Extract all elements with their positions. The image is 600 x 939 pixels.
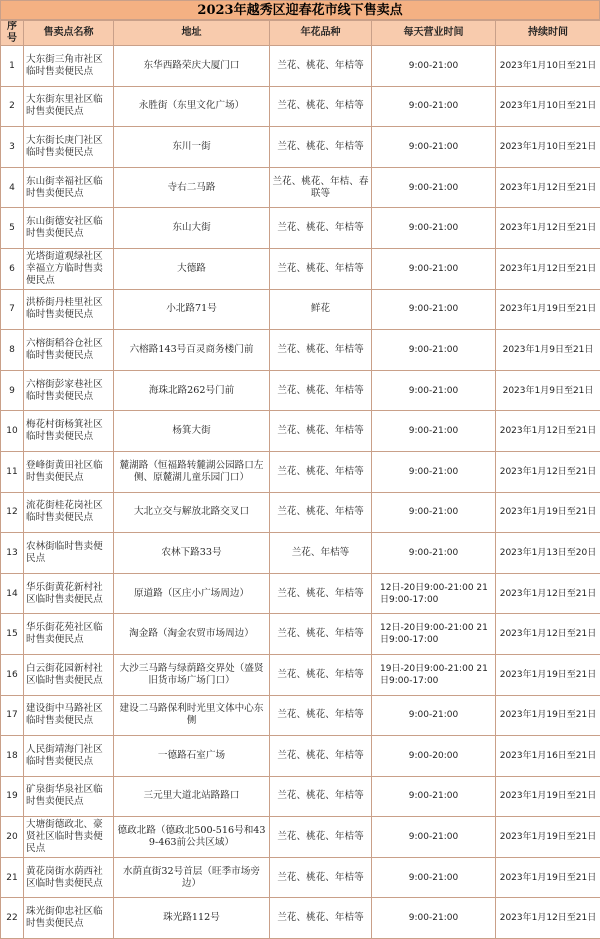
column-header-index: 序号: [1, 21, 24, 46]
column-header-flower-types: 年花品种: [270, 21, 372, 46]
table-row: [1, 411, 600, 452]
table-row: [1, 492, 600, 533]
cell-hours: 9:00-21:00: [372, 370, 496, 411]
table-row: [1, 533, 600, 574]
cell-name: 华乐街花苑社区临时售卖便民点: [24, 614, 114, 655]
cell-duration: 2023年1月19日至21日: [496, 492, 600, 533]
table-row: [1, 614, 600, 655]
cell-flower-types: 兰花、桃花、年桔等: [270, 857, 372, 898]
cell-index: 18: [1, 736, 24, 777]
cell-index: 4: [1, 167, 24, 208]
cell-hours: 9:00-21:00: [372, 289, 496, 330]
cell-flower-types: 兰花、桃花、年桔等: [270, 573, 372, 614]
cell-name: 六榕街彭家巷社区临时售卖便民点: [24, 370, 114, 411]
cell-name: 梅花村街杨箕社区临时售卖便民点: [24, 411, 114, 452]
cell-address: 淘金路（淘金农贸市场周边）: [114, 614, 270, 655]
cell-name: 流花街桂花岗社区临时售卖便民点: [24, 492, 114, 533]
sheet-title: 2023年越秀区迎春花市线下售卖点: [0, 0, 600, 20]
cell-name: 东山街幸福社区临时售卖便民点: [24, 167, 114, 208]
table-row: [1, 127, 600, 168]
cell-duration: 2023年1月19日至21日: [496, 817, 600, 858]
cell-hours: 9:00-21:00: [372, 776, 496, 817]
cell-duration: 2023年1月19日至21日: [496, 857, 600, 898]
cell-index: 17: [1, 695, 24, 736]
table-row: [1, 817, 600, 858]
cell-duration: 2023年1月19日至21日: [496, 654, 600, 695]
cell-duration: 2023年1月12日至21日: [496, 248, 600, 289]
cell-address: 三元里大道北站路路口: [114, 776, 270, 817]
sales-points-table: [0, 20, 600, 939]
cell-duration: 2023年1月12日至21日: [496, 167, 600, 208]
cell-duration: 2023年1月12日至21日: [496, 208, 600, 249]
cell-address: 东华西路荣庆大厦门口: [114, 46, 270, 87]
cell-duration: 2023年1月13日至20日: [496, 533, 600, 574]
cell-address: 农林下路33号: [114, 533, 270, 574]
table-row: [1, 776, 600, 817]
cell-address: 杨箕大街: [114, 411, 270, 452]
cell-index: 22: [1, 898, 24, 939]
cell-address: 建设二马路保利时光里文体中心东侧: [114, 695, 270, 736]
table-row: [1, 736, 600, 777]
table-row: [1, 330, 600, 371]
cell-flower-types: 兰花、桃花、年桔等: [270, 817, 372, 858]
cell-flower-types: 兰花、桃花、年桔等: [270, 614, 372, 655]
cell-flower-types: 兰花、桃花、年桔等: [270, 898, 372, 939]
cell-index: 10: [1, 411, 24, 452]
cell-duration: 2023年1月12日至21日: [496, 451, 600, 492]
cell-index: 15: [1, 614, 24, 655]
cell-hours: 12日-20日9:00-21:00 21日9:00-17:00: [372, 614, 496, 655]
cell-index: 2: [1, 86, 24, 127]
cell-hours: 9:00-21:00: [372, 451, 496, 492]
table-row: [1, 289, 600, 330]
cell-name: 华乐街黄花新村社区临时售卖便民点: [24, 573, 114, 614]
cell-index: 21: [1, 857, 24, 898]
cell-duration: 2023年1月12日至21日: [496, 411, 600, 452]
cell-address: 珠光路112号: [114, 898, 270, 939]
cell-name: 登峰街黄田社区临时售卖便民点: [24, 451, 114, 492]
table-row: [1, 248, 600, 289]
cell-name: 人民街靖海门社区临时售卖便民点: [24, 736, 114, 777]
table-row: [1, 208, 600, 249]
table-row: [1, 370, 600, 411]
cell-address: 大德路: [114, 248, 270, 289]
cell-address: 大北立交与解放北路交叉口: [114, 492, 270, 533]
table-row: [1, 573, 600, 614]
cell-flower-types: 兰花、年桔等: [270, 533, 372, 574]
cell-address: 德政北路（德政北500-516号和439-463前公共区域）: [114, 817, 270, 858]
table-header-row: [1, 21, 600, 46]
cell-index: 7: [1, 289, 24, 330]
cell-name: 建设街中马路社区临时售卖便民点: [24, 695, 114, 736]
cell-hours: 9:00-21:00: [372, 898, 496, 939]
table-body: [1, 46, 600, 939]
column-header-address: 地址: [114, 21, 270, 46]
cell-address: 东川一街: [114, 127, 270, 168]
cell-duration: 2023年1月19日至21日: [496, 776, 600, 817]
cell-index: 13: [1, 533, 24, 574]
cell-hours: 9:00-21:00: [372, 411, 496, 452]
cell-name: 大东街长庚门社区临时售卖便民点: [24, 127, 114, 168]
cell-name: 矿泉街华泉社区临时售卖便民点: [24, 776, 114, 817]
cell-hours: 19日-20日9:00-21:00 21日9:00-17:00: [372, 654, 496, 695]
cell-address: 原道路（区庄小广场周边）: [114, 573, 270, 614]
cell-flower-types: 兰花、桃花、年桔等: [270, 695, 372, 736]
cell-name: 六榕街稻谷仓社区临时售卖便民点: [24, 330, 114, 371]
column-header-duration: 持续时间: [496, 21, 600, 46]
cell-name: 农林街临时售卖便民点: [24, 533, 114, 574]
table-row: [1, 857, 600, 898]
cell-flower-types: 兰花、桃花、年桔等: [270, 46, 372, 87]
cell-hours: 9:00-20:00: [372, 736, 496, 777]
cell-flower-types: 兰花、桃花、年桔等: [270, 736, 372, 777]
cell-address: 寺右二马路: [114, 167, 270, 208]
cell-name: 大东街东里社区临时售卖便民点: [24, 86, 114, 127]
cell-flower-types: 兰花、桃花、年桔等: [270, 86, 372, 127]
cell-duration: 2023年1月19日至21日: [496, 695, 600, 736]
cell-address: 六榕路143号百灵商务楼门前: [114, 330, 270, 371]
cell-duration: 2023年1月9日至21日: [496, 370, 600, 411]
cell-duration: 2023年1月19日至21日: [496, 289, 600, 330]
table-row: [1, 898, 600, 939]
table-row: [1, 167, 600, 208]
cell-duration: 2023年1月10日至21日: [496, 127, 600, 168]
cell-index: 14: [1, 573, 24, 614]
cell-flower-types: 兰花、桃花、年桔等: [270, 370, 372, 411]
table-row: [1, 46, 600, 87]
cell-flower-types: 鲜花: [270, 289, 372, 330]
cell-flower-types: 兰花、桃花、年桔等: [270, 776, 372, 817]
cell-hours: 9:00-21:00: [372, 127, 496, 168]
table-row: [1, 654, 600, 695]
cell-duration: 2023年1月9日至21日: [496, 330, 600, 371]
cell-name: 东山街德安社区临时售卖便民点: [24, 208, 114, 249]
cell-duration: 2023年1月10日至21日: [496, 86, 600, 127]
column-header-name: 售卖点名称: [24, 21, 114, 46]
cell-index: 9: [1, 370, 24, 411]
cell-duration: 2023年1月10日至21日: [496, 46, 600, 87]
cell-flower-types: 兰花、桃花、年桔等: [270, 330, 372, 371]
cell-address: 小北路71号: [114, 289, 270, 330]
cell-flower-types: 兰花、桃花、年桔等: [270, 127, 372, 168]
cell-hours: 9:00-21:00: [372, 533, 496, 574]
cell-duration: 2023年1月12日至21日: [496, 898, 600, 939]
cell-flower-types: 兰花、桃花、年桔等: [270, 411, 372, 452]
cell-flower-types: 兰花、桃花、年桔等: [270, 248, 372, 289]
cell-hours: 9:00-21:00: [372, 492, 496, 533]
cell-address: 海珠北路262号门前: [114, 370, 270, 411]
cell-flower-types: 兰花、桃花、年桔等: [270, 492, 372, 533]
cell-name: 洪桥街丹桂里社区临时售卖便民点: [24, 289, 114, 330]
table-row: [1, 695, 600, 736]
cell-name: 珠光街仰忠社区临时售卖便民点: [24, 898, 114, 939]
cell-address: 一德路石室广场: [114, 736, 270, 777]
cell-hours: 9:00-21:00: [372, 330, 496, 371]
cell-index: 6: [1, 248, 24, 289]
cell-flower-types: 兰花、桃花、年桔等: [270, 208, 372, 249]
cell-address: 水荫直街32号首层（旺季市场旁边）: [114, 857, 270, 898]
cell-name: 白云街花园新村社区临时售卖便民点: [24, 654, 114, 695]
cell-hours: 9:00-21:00: [372, 208, 496, 249]
cell-duration: 2023年1月12日至21日: [496, 614, 600, 655]
cell-hours: 9:00-21:00: [372, 817, 496, 858]
cell-index: 1: [1, 46, 24, 87]
cell-index: 20: [1, 817, 24, 858]
cell-index: 11: [1, 451, 24, 492]
cell-duration: 2023年1月12日至21日: [496, 573, 600, 614]
cell-name: 光塔街道观绿社区幸福立方临时售卖便民点: [24, 248, 114, 289]
cell-address: 永胜街（东里文化广场）: [114, 86, 270, 127]
column-header-hours: 每天营业时间: [372, 21, 496, 46]
cell-duration: 2023年1月16日至21日: [496, 736, 600, 777]
cell-hours: 9:00-21:00: [372, 248, 496, 289]
cell-address: 大沙三马路与绿荫路交界处（盛贤旧货市场广场门口）: [114, 654, 270, 695]
table-row: [1, 451, 600, 492]
table-row: [1, 86, 600, 127]
cell-hours: 9:00-21:00: [372, 86, 496, 127]
cell-index: 12: [1, 492, 24, 533]
cell-index: 3: [1, 127, 24, 168]
cell-flower-types: 兰花、桃花、年桔等: [270, 654, 372, 695]
cell-hours: 9:00-21:00: [372, 857, 496, 898]
cell-hours: 9:00-21:00: [372, 46, 496, 87]
cell-hours: 9:00-21:00: [372, 695, 496, 736]
cell-name: 大东街三角市社区临时售卖便民点: [24, 46, 114, 87]
cell-index: 19: [1, 776, 24, 817]
cell-name: 大塘街德政北、豪贤社区临时售卖便民点: [24, 817, 114, 858]
cell-flower-types: 兰花、桃花、年桔、春联等: [270, 167, 372, 208]
cell-index: 5: [1, 208, 24, 249]
cell-address: 麓湖路（恒福路转麓湖公园路口左侧、原麓湖儿童乐园门口）: [114, 451, 270, 492]
cell-flower-types: 兰花、桃花、年桔等: [270, 451, 372, 492]
cell-address: 东山大街: [114, 208, 270, 249]
cell-index: 16: [1, 654, 24, 695]
cell-name: 黄花岗街水荫西社区临时售卖便民点: [24, 857, 114, 898]
cell-hours: 9:00-21:00: [372, 167, 496, 208]
cell-hours: 12日-20日9:00-21:00 21日9:00-17:00: [372, 573, 496, 614]
cell-index: 8: [1, 330, 24, 371]
